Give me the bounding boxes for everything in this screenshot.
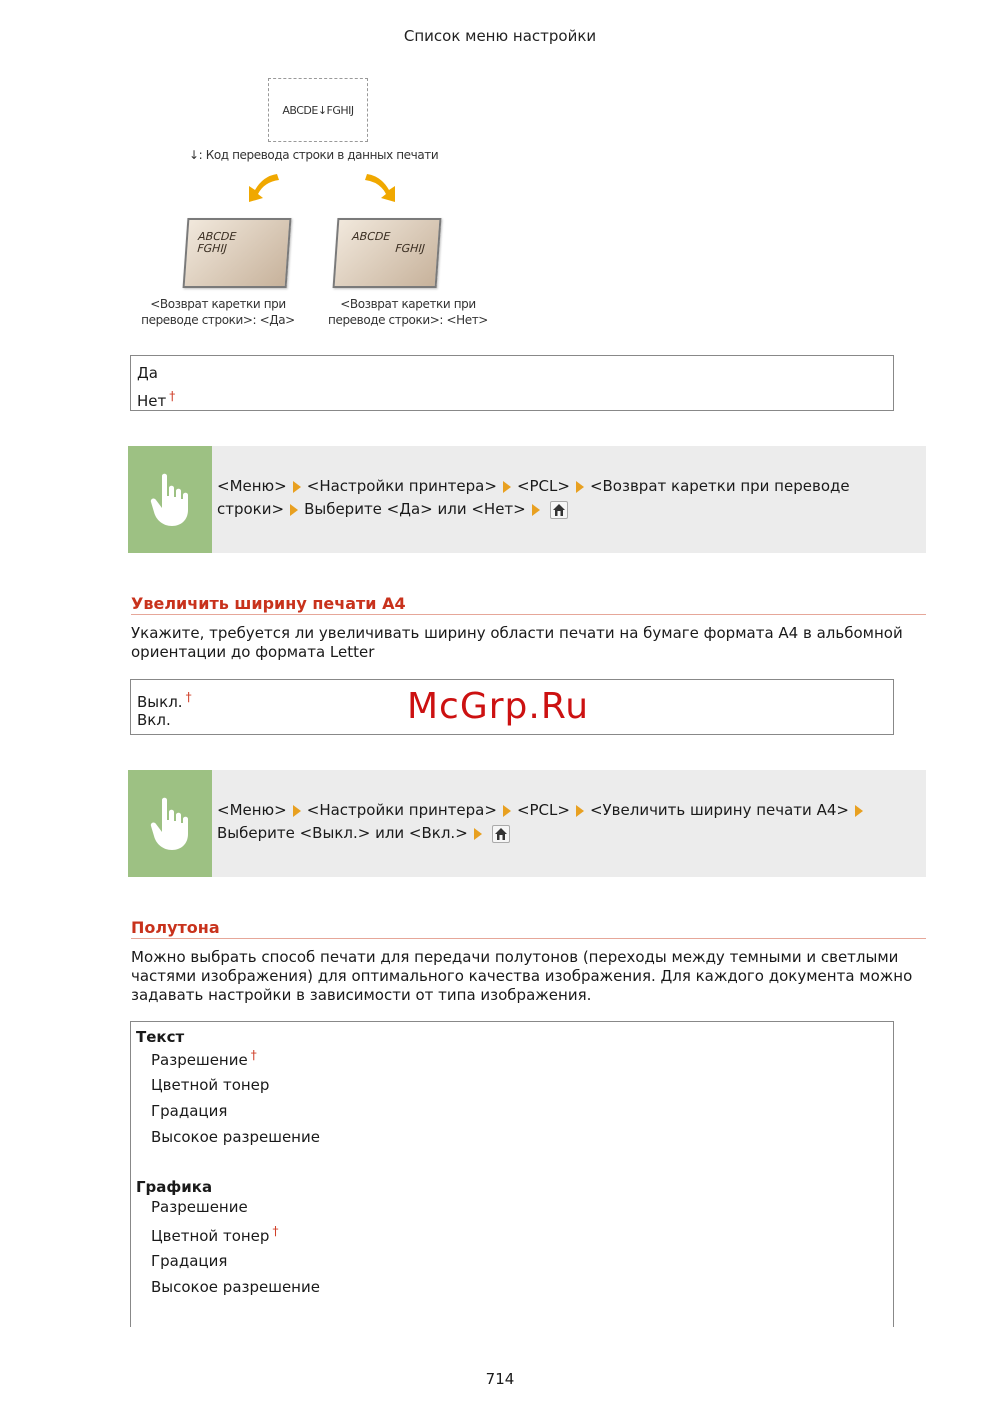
source-text-box: ABCDE↓FGHIJ — [268, 78, 368, 142]
procedure-band-cr — [128, 446, 926, 553]
option-high-resolution: Высокое разрешение — [151, 1278, 320, 1296]
step-arrow-icon — [532, 504, 540, 516]
option-color-toner: Цветной тонер — [151, 1076, 270, 1094]
arrow-right-icon — [361, 170, 401, 204]
step-menu: <Меню> — [217, 801, 287, 819]
option-gradation: Градация — [151, 1252, 228, 1270]
option-label: Разрешение — [151, 1051, 248, 1069]
paper-left — [183, 218, 292, 288]
step-arrow-icon — [293, 805, 301, 817]
step-pcl: <PCL> — [516, 477, 570, 495]
step-a4-setting: <Увеличить ширину печати А4> — [589, 801, 849, 819]
step-arrow-icon — [576, 481, 584, 493]
option-no: Нет — [137, 392, 167, 410]
option-label: Цветной тонер — [151, 1227, 270, 1245]
section-desc-halftone: Можно выбрать способ печати для передачи полутонов (переходы между темными и светлыми частями изображения) для оптимального качества изображения. Для каждого документа можно задавать настройки в зависимости от типа изображения. — [131, 948, 913, 1004]
step-printer-settings: <Настройки принтера> — [306, 801, 497, 819]
group-heading-graphics: Графика — [136, 1178, 213, 1196]
page-number: 714 — [485, 1370, 515, 1388]
arrow-left-icon — [243, 170, 283, 204]
figure-caption: ↓: Код перевода строки в данных печати — [189, 148, 439, 162]
option-gradation: Градация — [151, 1102, 228, 1120]
section-title-halftone: Полутона — [131, 918, 926, 939]
step-arrow-icon — [290, 504, 298, 516]
paper-right — [333, 218, 442, 288]
step-select: Выберите <Выкл.> или <Вкл.> — [217, 824, 468, 842]
default-mark: † — [169, 389, 176, 403]
option-resolution: Разрешение — [151, 1198, 248, 1216]
option-high-resolution: Высокое разрешение — [151, 1128, 320, 1146]
step-arrow-icon — [503, 481, 511, 493]
step-arrow-icon — [576, 805, 584, 817]
option-yes: Да — [137, 364, 158, 382]
step-arrow-icon — [293, 481, 301, 493]
option-off: Выкл. — [137, 693, 183, 711]
figure-label-no: <Возврат каретки при переводе строки>: <Нет> — [328, 297, 488, 327]
procedure-text — [217, 475, 917, 521]
procedure-band-a4 — [128, 770, 926, 877]
default-mark: † — [272, 1224, 279, 1238]
option-resolution — [151, 1048, 257, 1069]
hand-icon — [128, 770, 212, 877]
step-pcl: <PCL> — [516, 801, 570, 819]
step-arrow-icon — [503, 805, 511, 817]
option-color-toner — [151, 1224, 278, 1245]
paper-left-line2: FGHIJ — [196, 242, 228, 255]
group-heading-text: Текст — [136, 1028, 185, 1046]
default-mark: † — [250, 1048, 257, 1062]
section-desc-a4: Укажите, требуется ли увеличивать ширину области печати на бумаге формата А4 в альбомной ориентации до формата Letter — [131, 624, 903, 661]
page-header: Список меню настройки — [403, 27, 597, 45]
procedure-text — [217, 799, 917, 845]
step-printer-settings: <Настройки принтера> — [306, 477, 497, 495]
paper-left-line1: ABCDE — [197, 230, 237, 243]
option-row — [137, 385, 887, 408]
section-title-a4: Увеличить ширину печати А4 — [131, 594, 926, 615]
step-select: Выберите <Да> или <Нет> — [304, 500, 526, 518]
step-cr-setting: <Возврат каретки при переводе строки> — [217, 477, 850, 518]
line-feed-figure — [125, 74, 505, 334]
home-icon — [492, 825, 510, 843]
figure-label-yes: <Возврат каретки при переводе строки>: <Да> — [141, 297, 295, 327]
step-arrow-icon — [855, 805, 863, 817]
cr-options-box — [130, 355, 894, 411]
step-arrow-icon — [474, 828, 482, 840]
watermark: McGrp.Ru — [407, 686, 590, 727]
hand-icon — [128, 446, 212, 553]
default-mark: † — [185, 690, 192, 704]
option-on: Вкл. — [137, 711, 171, 729]
paper-right-line2: FGHIJ — [394, 242, 426, 255]
home-icon — [550, 501, 568, 519]
step-menu: <Меню> — [217, 477, 287, 495]
halftone-options-box — [130, 1021, 894, 1327]
option-row — [137, 362, 887, 385]
paper-right-line1: ABCDE — [351, 230, 391, 243]
